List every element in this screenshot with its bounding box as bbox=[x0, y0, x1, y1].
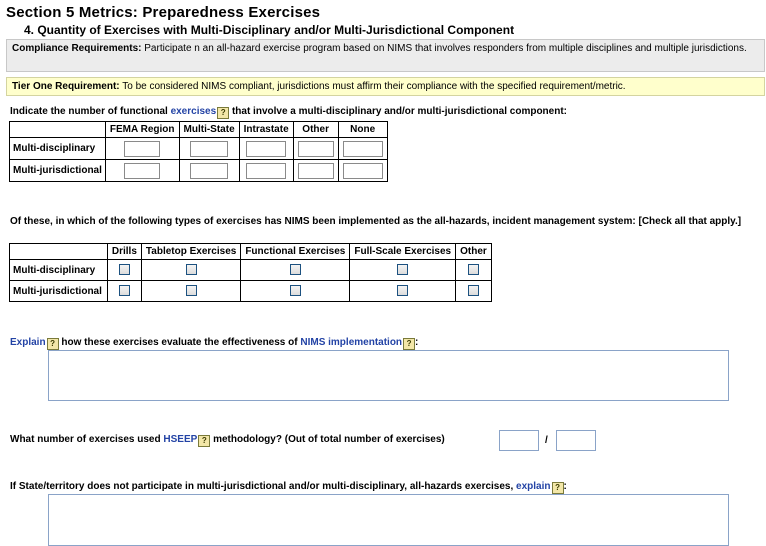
table-row bbox=[10, 138, 388, 160]
question-explain-evaluation bbox=[10, 337, 418, 350]
exercise-count-table bbox=[9, 121, 388, 182]
table-row bbox=[10, 260, 492, 281]
other-checkbox[interactable] bbox=[468, 285, 479, 296]
full-scale-checkbox[interactable] bbox=[397, 285, 408, 296]
header-functional: Functional Exercises bbox=[241, 244, 350, 260]
header-multi-state: Multi-State bbox=[179, 122, 239, 138]
non-participation-textarea[interactable] bbox=[48, 494, 729, 546]
tabletop-checkbox[interactable] bbox=[186, 264, 197, 275]
q4-prefix: What number of exercises used bbox=[10, 434, 164, 445]
separator-slash: / bbox=[545, 435, 548, 446]
q3-end: : bbox=[415, 337, 419, 348]
q5-prefix: If State/territory does not participate in multi-jurisdictional and/or multi-disciplinary, all-hazards exercises, bbox=[10, 481, 517, 492]
other-input[interactable] bbox=[298, 163, 334, 179]
question-non-participation bbox=[10, 481, 567, 494]
none-input[interactable] bbox=[343, 141, 383, 157]
fema-region-input[interactable] bbox=[124, 163, 160, 179]
row-label-multi-jurisdictional: Multi-jurisdictional bbox=[10, 160, 106, 182]
other-input[interactable] bbox=[298, 141, 334, 157]
explain-link[interactable]: Explain bbox=[10, 337, 46, 348]
question-exercise-types: Of these, in which of the following types of exercises has NIMS been implemented as the all-hazards, incident management system: [Check all that apply.] bbox=[10, 216, 742, 227]
header-other: Other bbox=[293, 122, 338, 138]
tabletop-checkbox[interactable] bbox=[186, 285, 197, 296]
q4-suffix: methodology? (Out of total number of exercises) bbox=[210, 434, 445, 445]
help-icon[interactable]: ? bbox=[403, 338, 415, 350]
none-input[interactable] bbox=[343, 163, 383, 179]
exercises-link[interactable]: exercises bbox=[170, 106, 217, 117]
header-tabletop: Tabletop Exercises bbox=[141, 244, 240, 260]
drills-checkbox[interactable] bbox=[119, 264, 130, 275]
hseep-count-input[interactable] bbox=[499, 430, 539, 451]
help-icon[interactable]: ? bbox=[552, 482, 564, 494]
multi-state-input[interactable] bbox=[190, 141, 228, 157]
table-row bbox=[10, 160, 388, 182]
compliance-text: Participate n an all-hazard exercise program based on NIMS that involves responders from multiple disciplines and multiple jurisdictions. bbox=[141, 43, 747, 54]
drills-checkbox[interactable] bbox=[119, 285, 130, 296]
section-title: Section 5 Metrics: Preparedness Exercises bbox=[6, 4, 321, 21]
row-label-multi-disciplinary: Multi-disciplinary bbox=[10, 138, 106, 160]
question-functional-exercises bbox=[10, 106, 567, 119]
explain-evaluation-textarea[interactable] bbox=[48, 350, 729, 401]
nims-implementation-link[interactable]: NIMS implementation bbox=[300, 337, 403, 348]
full-scale-checkbox[interactable] bbox=[397, 264, 408, 275]
header-empty bbox=[10, 244, 108, 260]
help-icon[interactable]: ? bbox=[198, 435, 210, 447]
header-none: None bbox=[338, 122, 387, 138]
functional-checkbox[interactable] bbox=[290, 285, 301, 296]
q3-middle: how these exercises evaluate the effectiveness of bbox=[58, 337, 301, 348]
header-other: Other bbox=[456, 244, 492, 260]
intrastate-input[interactable] bbox=[246, 141, 286, 157]
multi-state-input[interactable] bbox=[190, 163, 228, 179]
other-checkbox[interactable] bbox=[468, 264, 479, 275]
q1-prefix: Indicate the number of functional bbox=[10, 106, 171, 117]
compliance-requirements-box bbox=[6, 39, 765, 72]
header-intrastate: Intrastate bbox=[239, 122, 293, 138]
q5-end: : bbox=[563, 481, 567, 492]
intrastate-input[interactable] bbox=[246, 163, 286, 179]
header-empty bbox=[10, 122, 106, 138]
row-label-multi-jurisdictional: Multi-jurisdictional bbox=[10, 281, 108, 302]
hseep-link[interactable]: HSEEP bbox=[163, 434, 198, 445]
metric-subtitle: 4. Quantity of Exercises with Multi-Disciplinary and/or Multi-Jurisdictional Component bbox=[24, 23, 515, 37]
help-icon[interactable]: ? bbox=[217, 107, 229, 119]
header-fema-region: FEMA Region bbox=[105, 122, 179, 138]
table-row bbox=[10, 281, 492, 302]
question-hseep bbox=[10, 434, 445, 447]
exercise-types-table bbox=[9, 243, 492, 302]
tier-text: To be considered NIMS compliant, jurisdictions must affirm their compliance with the specified requirement/metric. bbox=[119, 81, 626, 92]
tier-one-requirement-box bbox=[6, 77, 765, 96]
tier-label: Tier One Requirement: bbox=[12, 81, 120, 92]
functional-checkbox[interactable] bbox=[290, 264, 301, 275]
help-icon[interactable]: ? bbox=[47, 338, 59, 350]
fema-region-input[interactable] bbox=[124, 141, 160, 157]
q1-suffix: that involve a multi-disciplinary and/or multi-jurisdictional component: bbox=[229, 106, 567, 117]
header-drills: Drills bbox=[107, 244, 141, 260]
total-exercises-input[interactable] bbox=[556, 430, 596, 451]
explain-link[interactable]: explain bbox=[516, 481, 551, 492]
header-full-scale: Full-Scale Exercises bbox=[350, 244, 456, 260]
compliance-label: Compliance Requirements: bbox=[12, 43, 142, 54]
row-label-multi-disciplinary: Multi-disciplinary bbox=[10, 260, 108, 281]
